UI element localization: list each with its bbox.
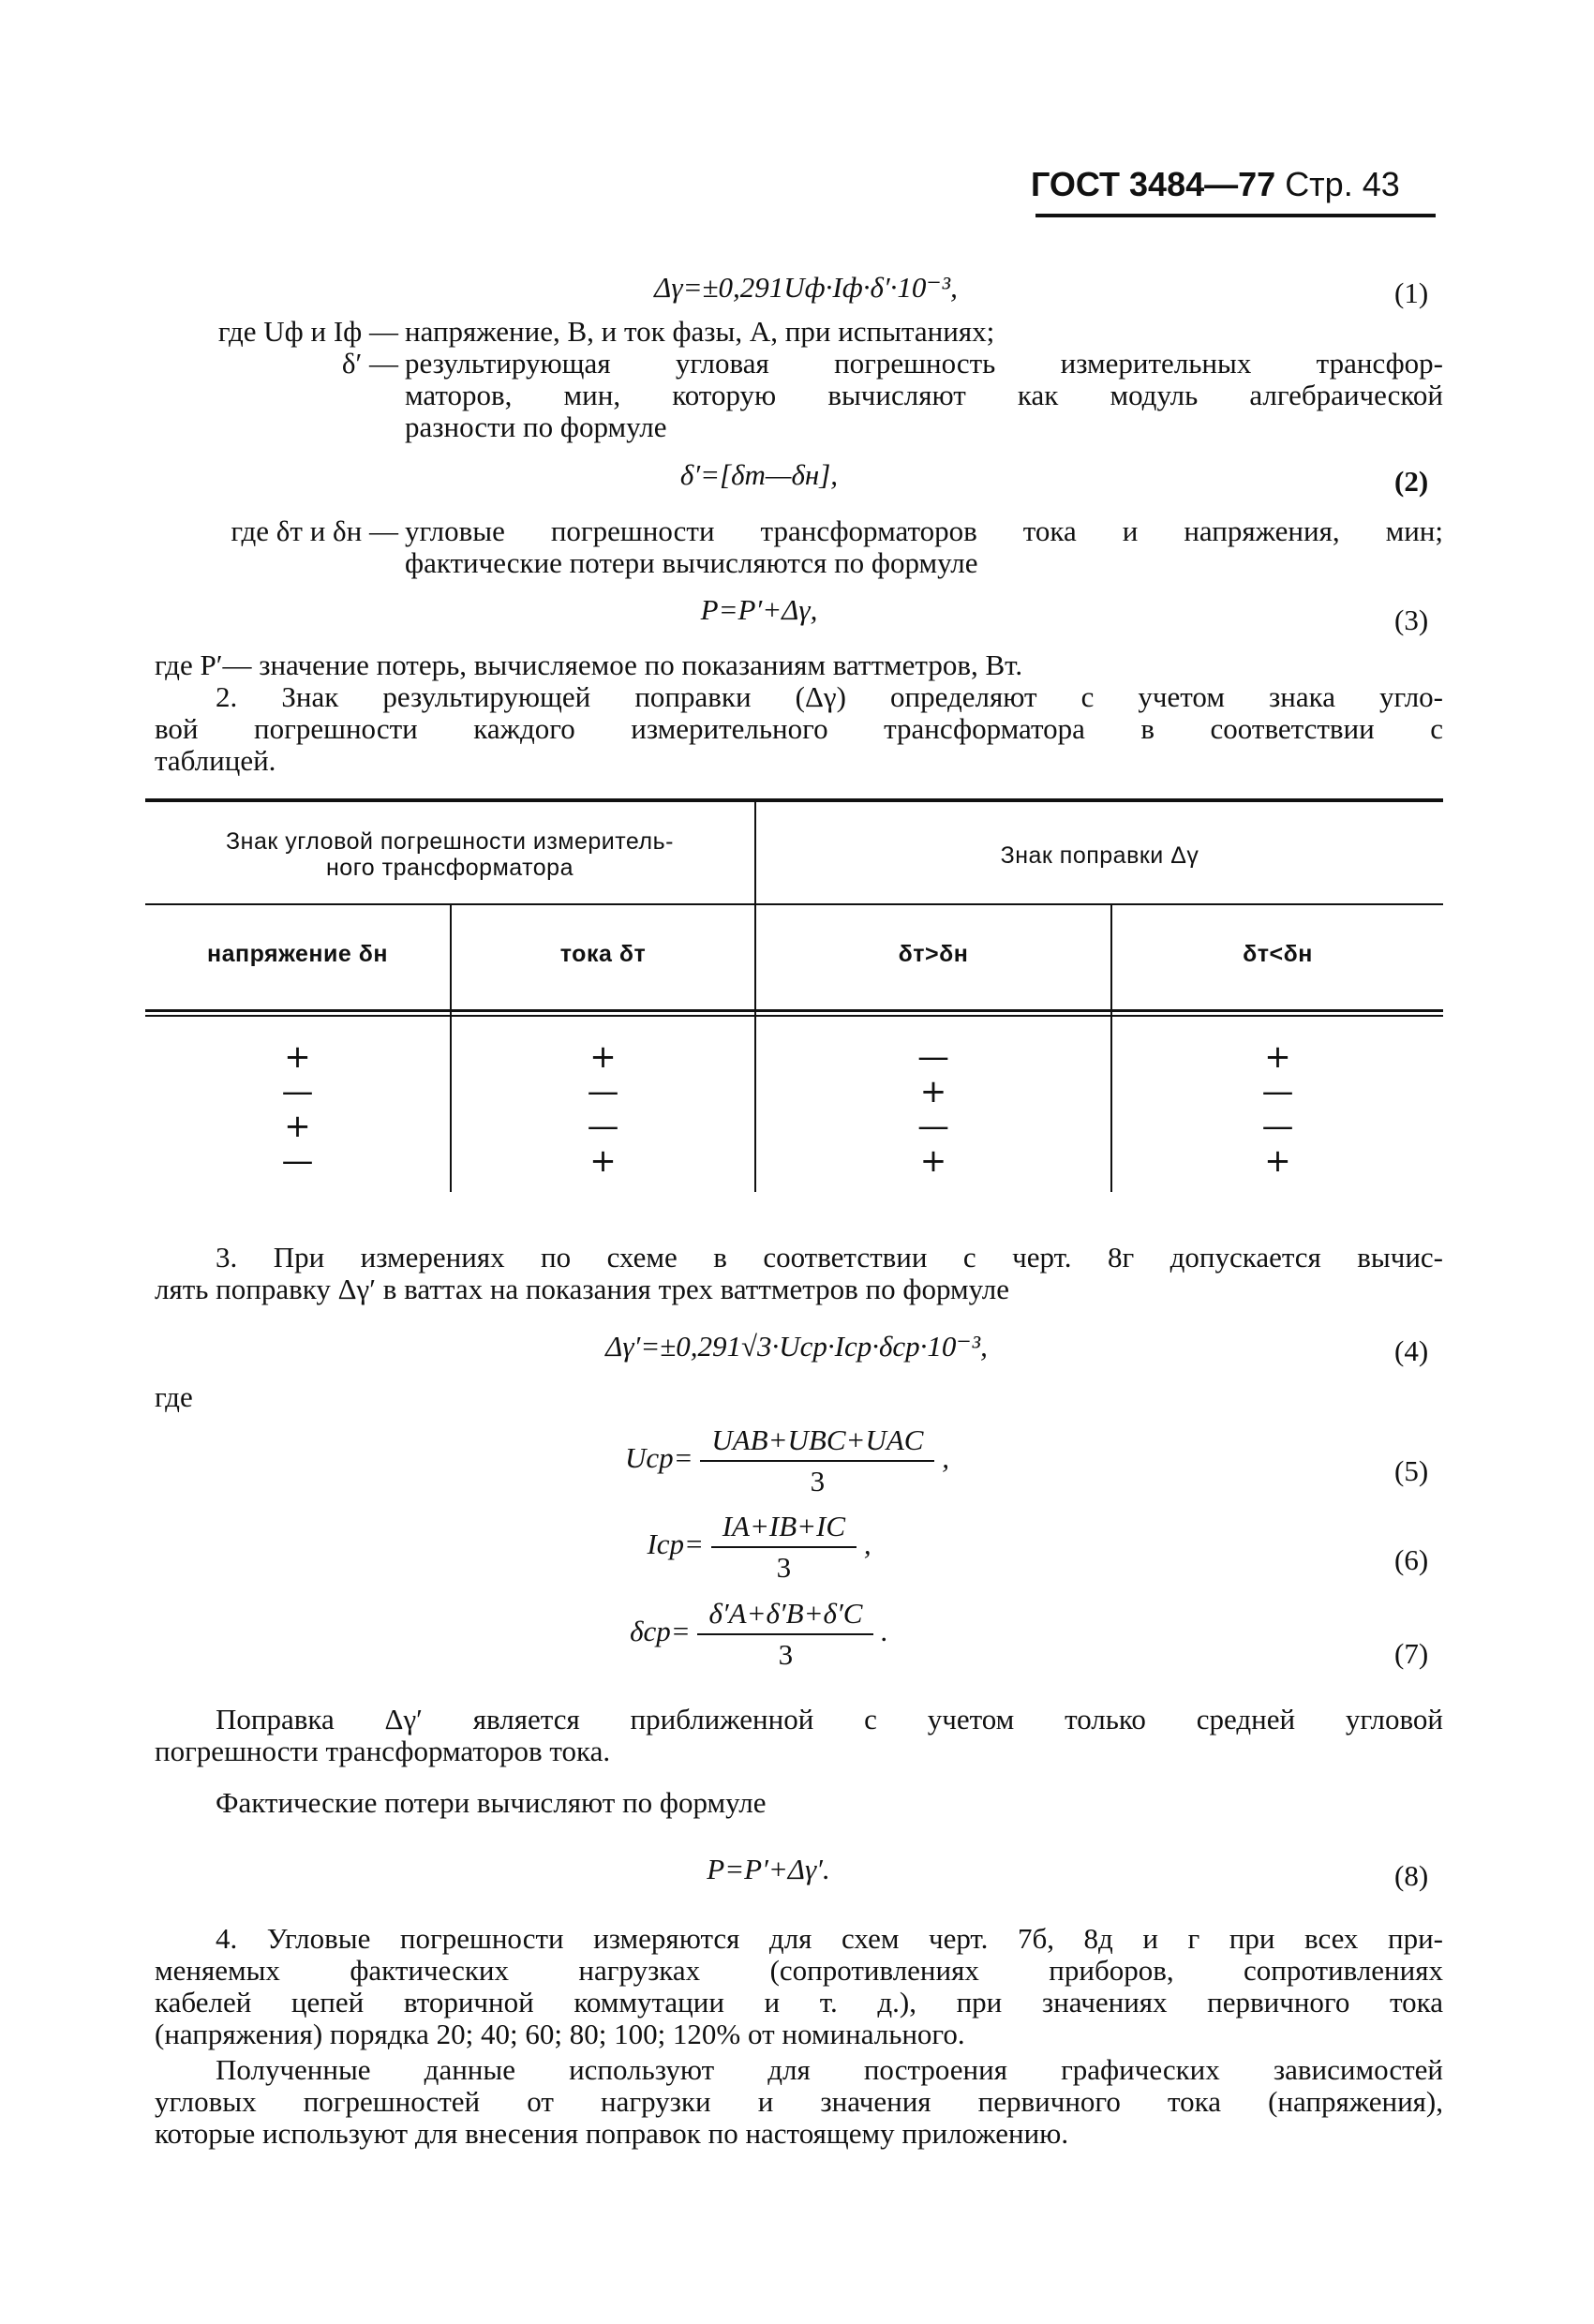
def-text-delta-2: маторов, мин, которую вычисляют как модуль алгебраической: [405, 379, 1443, 411]
def-term-u-i: где Uф и Iф —: [217, 315, 398, 348]
formula-6-denominator: 3: [776, 1551, 792, 1584]
para-4-line-1: 4. Угловые погрешности измеряются для схем черт. 7б, 8д и г при всех при-: [216, 1922, 1443, 1955]
table-cell: —: [587, 1108, 619, 1145]
table-body-rule-2: [145, 1015, 1443, 1017]
formula-7-numerator: δ′A+δ′B+δ′C: [697, 1598, 873, 1635]
table-col-current: тока δт: [559, 941, 647, 967]
equation-number-7: (7): [1394, 1637, 1429, 1670]
table-column-dt-lt-dn-values: [1112, 1040, 1443, 1179]
def-text-delta-1: результирующая угловая погрешность измерительных трансфор-: [405, 347, 1443, 380]
formula-2: δ′=[δт—δн],: [679, 458, 839, 491]
table-cell: —: [917, 1038, 949, 1076]
def-p-prime: где P′— значение потерь, вычисляемое по показаниям ваттметров, Вт.: [155, 648, 1023, 681]
where-label: где: [155, 1380, 193, 1413]
table-cell: +: [284, 1108, 311, 1145]
document-title: ГОСТ 3484—77: [1031, 165, 1276, 203]
table-group-header-error-sign: Знак угловой погрешности измеритель- ного трансформатора: [226, 828, 674, 881]
equation-number-6: (6): [1394, 1543, 1429, 1576]
para-2-line-3: таблицей.: [155, 744, 276, 777]
para-4-line-5: Полученные данные используют для построения графических зависимостей: [216, 2053, 1443, 2086]
formula-6-numerator: IA+IB+IC: [711, 1511, 857, 1548]
equation-number-5: (5): [1394, 1454, 1429, 1487]
table-cell: +: [284, 1038, 311, 1076]
para-3-line-1: 3. При измерениях по схеме в соответствии с черт. 8г допускается вычис-: [216, 1241, 1443, 1274]
def-text-u-i: напряжение, В, и ток фазы, А, при испытаниях;: [405, 315, 995, 348]
sign-table: [145, 798, 1443, 1192]
table-column-voltage-values: [145, 1040, 450, 1179]
formula-6-fraction: [711, 1511, 857, 1584]
table-body-rule-1: [145, 1009, 1443, 1012]
page-number: Стр. 43: [1285, 165, 1400, 203]
table-cell: +: [1264, 1038, 1291, 1076]
table-cell: +: [919, 1142, 947, 1180]
formula-7: [544, 1598, 975, 1671]
table-cell: +: [1264, 1142, 1291, 1180]
formula-7-denominator: 3: [778, 1638, 794, 1671]
para-4-line-6: угловых погрешностей от нагрузки и значения первичного тока (напряжения),: [155, 2085, 1443, 2118]
table-cell: —: [587, 1073, 619, 1110]
table-cell: —: [917, 1108, 949, 1145]
para-4-line-3: кабелей цепей вторичной коммутации и т. д.), при значениях первичного тока: [155, 1986, 1443, 2019]
formula-1: Δγ=±0,291Uф·Iф·δ′·10⁻³,: [654, 271, 958, 304]
formula-4: Δγ′=±0,291√3·Uср·Iср·δср·10⁻³,: [605, 1330, 988, 1363]
formula-6-tail: ,: [863, 1527, 871, 1561]
formula-6-lhs: Iср=: [647, 1527, 704, 1561]
table-cell: +: [589, 1038, 617, 1076]
note-line-3: Фактические потери вычисляют по формуле: [216, 1786, 767, 1819]
formula-6: [544, 1511, 975, 1584]
table-cell: +: [919, 1073, 947, 1110]
table-col-dt-lt-dn: δт<δн: [1243, 941, 1313, 967]
def-term-delta-t-n: где δт и δн —: [231, 514, 398, 547]
table-column-current-values: [452, 1040, 754, 1179]
formula-7-fraction: [697, 1598, 873, 1671]
formula-3: P=P′+Δγ,: [700, 593, 818, 626]
formula-5-denominator: 3: [810, 1465, 826, 1497]
equation-number-1: (1): [1394, 276, 1429, 309]
def-text-delta-t-n-2: фактические потери вычисляются по формуле: [405, 546, 978, 579]
equation-number-2: (2): [1394, 465, 1429, 498]
para-4-line-2: меняемых фактических нагрузках (сопротивлениях приборов, сопротивлениях: [155, 1954, 1443, 1987]
formula-5-numerator: UAB+UBC+UAC: [700, 1424, 934, 1462]
note-line-1: Поправка Δγ′ является приближенной с учетом только средней угловой: [216, 1703, 1443, 1736]
table-col-dt-gt-dn: δт>δн: [898, 941, 969, 967]
table-top-rule: [145, 798, 1443, 802]
formula-7-lhs: δср=: [630, 1615, 691, 1648]
para-2-line-2: вой погрешности каждого измерительного трансформатора в соответствии с: [155, 712, 1443, 745]
def-text-delta-t-n-1: угловые погрешности трансформаторов тока и напряжения, мин;: [405, 514, 1443, 547]
formula-5: [544, 1424, 1031, 1497]
def-text-delta-3: разности по формуле: [405, 410, 667, 443]
formula-5-lhs: Uср=: [625, 1441, 693, 1475]
note-line-2: погрешности трансформаторов тока.: [155, 1735, 611, 1767]
para-2-line-1: 2. Знак результирующей поправки (Δγ) определяют с учетом знака угло-: [216, 680, 1443, 713]
para-3-line-2: лять поправку Δγ′ в ваттах на показания трех ваттметров по формуле: [155, 1273, 1010, 1305]
def-term-delta: δ′ —: [341, 347, 398, 380]
para-4-line-7: которые используют для внесения поправок по настоящему приложению.: [155, 2117, 1069, 2150]
formula-5-fraction: [700, 1424, 934, 1497]
table-column-dt-gt-dn-values: [756, 1040, 1110, 1179]
table-cell: —: [1261, 1108, 1294, 1145]
equation-number-4: (4): [1394, 1334, 1429, 1367]
para-4-line-4: (напряжения) порядка 20; 40; 60; 80; 100; 120% от номинального.: [155, 2018, 965, 2050]
page-header: [1031, 165, 1400, 203]
table-col-voltage: напряжение δн: [206, 941, 388, 967]
formula-7-tail: .: [881, 1615, 888, 1648]
table-cell: —: [281, 1142, 314, 1180]
table-cell: —: [281, 1073, 314, 1110]
equation-number-8: (8): [1394, 1859, 1429, 1892]
table-header-rule: [145, 903, 1443, 905]
table-cell: +: [589, 1142, 617, 1180]
header-rule: [1035, 214, 1436, 217]
table-cell: —: [1261, 1073, 1294, 1110]
formula-5-tail: ,: [942, 1441, 949, 1475]
equation-number-3: (3): [1394, 603, 1429, 636]
formula-8: P=P′+Δγ′.: [707, 1853, 830, 1885]
table-group-header-correction-sign: Знак поправки Δγ: [1000, 842, 1199, 869]
